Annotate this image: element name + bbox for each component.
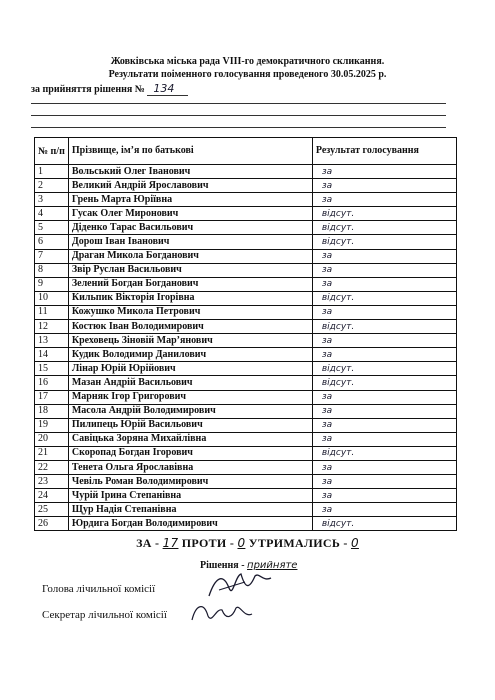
vote-result-cell [312, 460, 456, 474]
head-signature [205, 568, 275, 602]
row-number: 5 [35, 221, 69, 235]
table-row [35, 376, 457, 390]
row-number: 10 [35, 291, 69, 305]
vote-result: за [321, 265, 333, 276]
vote-result: за [321, 476, 333, 487]
vote-result: відсут. [321, 293, 355, 304]
table-row [35, 404, 457, 418]
deputy-name: Савіцька Зоряна Михайлівна [68, 432, 312, 446]
row-number: 13 [35, 334, 69, 348]
vote-result: за [321, 392, 333, 403]
vote-result: за [321, 434, 333, 445]
tally-against-label: ПРОТИ - [181, 536, 235, 550]
vote-result-cell [312, 263, 456, 277]
deputy-name: Вольський Олег Іванович [68, 165, 312, 179]
deputy-name: Костюк Іван Володимирович [68, 320, 312, 334]
table-row [35, 418, 457, 432]
row-number: 11 [35, 305, 69, 319]
row-number: 19 [35, 418, 69, 432]
deputy-name: Звір Руслан Васильович [68, 263, 312, 277]
deputy-name: Пилипець Юрій Васильович [68, 418, 312, 432]
vote-result-cell [312, 305, 456, 319]
row-number: 7 [35, 249, 69, 263]
vote-result: відсут. [321, 222, 355, 233]
decision-result-value: прийняте [247, 560, 298, 571]
row-number: 14 [35, 348, 69, 362]
table-row [35, 179, 457, 193]
row-number: 9 [35, 277, 69, 291]
row-number: 16 [35, 376, 69, 390]
deputy-name: Марняк Ігор Григорович [68, 390, 312, 404]
row-number: 26 [35, 517, 69, 531]
table-row [35, 517, 457, 531]
row-number: 2 [35, 179, 69, 193]
tally-against-value: 0 [237, 536, 246, 550]
vote-result-cell [312, 362, 456, 376]
decision-label [31, 82, 188, 95]
vote-result: відсут. [321, 208, 355, 219]
row-number: 25 [35, 503, 69, 517]
document-title-line1: Жовківська міська рада VIII-го демократичного скликання. [110, 56, 385, 67]
vote-result: за [321, 194, 333, 205]
row-number: 24 [35, 489, 69, 503]
table-row [35, 320, 457, 334]
tally-for-label: ЗА - [136, 536, 160, 550]
table-row [35, 277, 457, 291]
vote-result-cell [312, 320, 456, 334]
voting-table [34, 137, 457, 531]
row-number: 21 [35, 446, 69, 460]
deputy-name: Тенета Ольга Ярославівна [68, 460, 312, 474]
deputy-name: Лінар Юрій Юрійович [68, 362, 312, 376]
deputy-name: Чевіль Роман Володимирович [68, 475, 312, 489]
table-row [35, 249, 457, 263]
col-number-header: № п/п [35, 138, 69, 165]
table-row [35, 503, 457, 517]
row-number: 4 [35, 207, 69, 221]
table-row [35, 263, 457, 277]
vote-result: за [321, 490, 333, 501]
deputy-name: Юрдига Богдан Володимирович [68, 517, 312, 531]
vote-result: відсут. [321, 321, 355, 332]
decision-number: 134 [147, 82, 188, 96]
deputy-name: Скоропад Богдан Ігорович [68, 446, 312, 460]
blank-line-1 [31, 103, 446, 104]
table-row [35, 362, 457, 376]
row-number: 20 [35, 432, 69, 446]
decision-result-label: Рішення - [200, 560, 245, 571]
vote-result-cell [312, 418, 456, 432]
vote-result-cell [312, 207, 456, 221]
deputy-name: Грень Марта Юріївна [68, 193, 312, 207]
vote-result: за [321, 349, 333, 360]
table-row [35, 221, 457, 235]
vote-result: за [321, 166, 333, 177]
head-of-commission-label: Голова лічильної комісії [42, 583, 156, 595]
table-row [35, 489, 457, 503]
table-row [35, 193, 457, 207]
vote-result: за [321, 335, 333, 346]
vote-result: за [321, 462, 333, 473]
vote-result-cell [312, 165, 456, 179]
vote-result: відсут. [321, 377, 355, 388]
deputy-name: Зелений Богдан Богданович [68, 277, 312, 291]
vote-result-cell [312, 446, 456, 460]
vote-result-cell [312, 334, 456, 348]
table-row [35, 348, 457, 362]
deputy-name: Щур Надія Степанівна [68, 503, 312, 517]
deputy-name: Чурій Ірина Степанівна [68, 489, 312, 503]
table-row [35, 432, 457, 446]
vote-result: за [321, 504, 333, 515]
vote-result-cell [312, 390, 456, 404]
table-header-row [35, 138, 457, 165]
table-row [35, 334, 457, 348]
vote-result-cell [312, 235, 456, 249]
vote-result-cell [312, 517, 456, 531]
vote-result-cell [312, 179, 456, 193]
table-row [35, 165, 457, 179]
col-name-header: Прізвище, ім’я по батькові [68, 138, 312, 165]
vote-result-cell [312, 489, 456, 503]
tally-for-value: 17 [162, 536, 179, 550]
deputy-name: Масола Андрій Володимирович [68, 404, 312, 418]
vote-result-cell [312, 348, 456, 362]
table-row [35, 291, 457, 305]
blank-line-2 [31, 115, 446, 116]
row-number: 18 [35, 404, 69, 418]
deputy-name: Великий Андрій Ярославович [68, 179, 312, 193]
deputy-name: Кильпик Вікторія Ігорівна [68, 291, 312, 305]
row-number: 8 [35, 263, 69, 277]
row-number: 6 [35, 235, 69, 249]
vote-result-cell [312, 291, 456, 305]
table-row [35, 305, 457, 319]
tally-abstain-label: УТРИМАЛИСЬ - [248, 536, 348, 550]
table-row [35, 207, 457, 221]
vote-result-cell [312, 503, 456, 517]
tally-abstain-value: 0 [350, 536, 359, 550]
row-number: 12 [35, 320, 69, 334]
voting-table-body [35, 165, 457, 531]
vote-result: відсут. [321, 448, 355, 459]
vote-result: за [321, 279, 333, 290]
vote-result-cell [312, 432, 456, 446]
deputy-name: Кожушко Микола Петрович [68, 305, 312, 319]
vote-result: відсут. [321, 237, 355, 248]
secretary-signature [188, 598, 258, 628]
table-row [35, 446, 457, 460]
vote-result: відсут. [321, 518, 355, 529]
secretary-of-commission-label: Секретар лічильної комісії [42, 609, 167, 621]
table-row [35, 390, 457, 404]
deputy-name: Креховець Зіновій Мар’янович [68, 334, 312, 348]
table-row [35, 235, 457, 249]
vote-result: відсут. [321, 363, 355, 374]
vote-result-cell [312, 193, 456, 207]
vote-result-cell [312, 277, 456, 291]
row-number: 22 [35, 460, 69, 474]
document-title-line2: Результати поіменного голосування проведеного 30.05.2025 р. [108, 69, 387, 80]
vote-result-cell [312, 475, 456, 489]
deputy-name: Драган Микола Богданович [68, 249, 312, 263]
decision-label-text: за прийняття рішення № [31, 84, 145, 95]
vote-result-cell [312, 249, 456, 263]
deputy-name: Мазан Андрій Васильович [68, 376, 312, 390]
vote-result: за [321, 406, 333, 417]
vote-result-cell [312, 404, 456, 418]
vote-result-cell [312, 376, 456, 390]
vote-result: за [321, 180, 333, 191]
row-number: 23 [35, 475, 69, 489]
vote-result: за [321, 420, 333, 431]
deputy-name: Дорош Іван Іванович [68, 235, 312, 249]
vote-result: за [321, 307, 333, 318]
col-result-header: Результат голосування [312, 138, 456, 165]
deputy-name: Діденко Тарас Васильович [68, 221, 312, 235]
deputy-name: Кудик Володимир Данилович [68, 348, 312, 362]
table-row [35, 460, 457, 474]
row-number: 15 [35, 362, 69, 376]
table-row [35, 475, 457, 489]
vote-result-cell [312, 221, 456, 235]
deputy-name: Гусак Олег Миронович [68, 207, 312, 221]
row-number: 3 [35, 193, 69, 207]
blank-line-3 [31, 127, 446, 128]
vote-result: за [321, 251, 333, 262]
vote-tally [0, 536, 495, 551]
row-number: 17 [35, 390, 69, 404]
row-number: 1 [35, 165, 69, 179]
